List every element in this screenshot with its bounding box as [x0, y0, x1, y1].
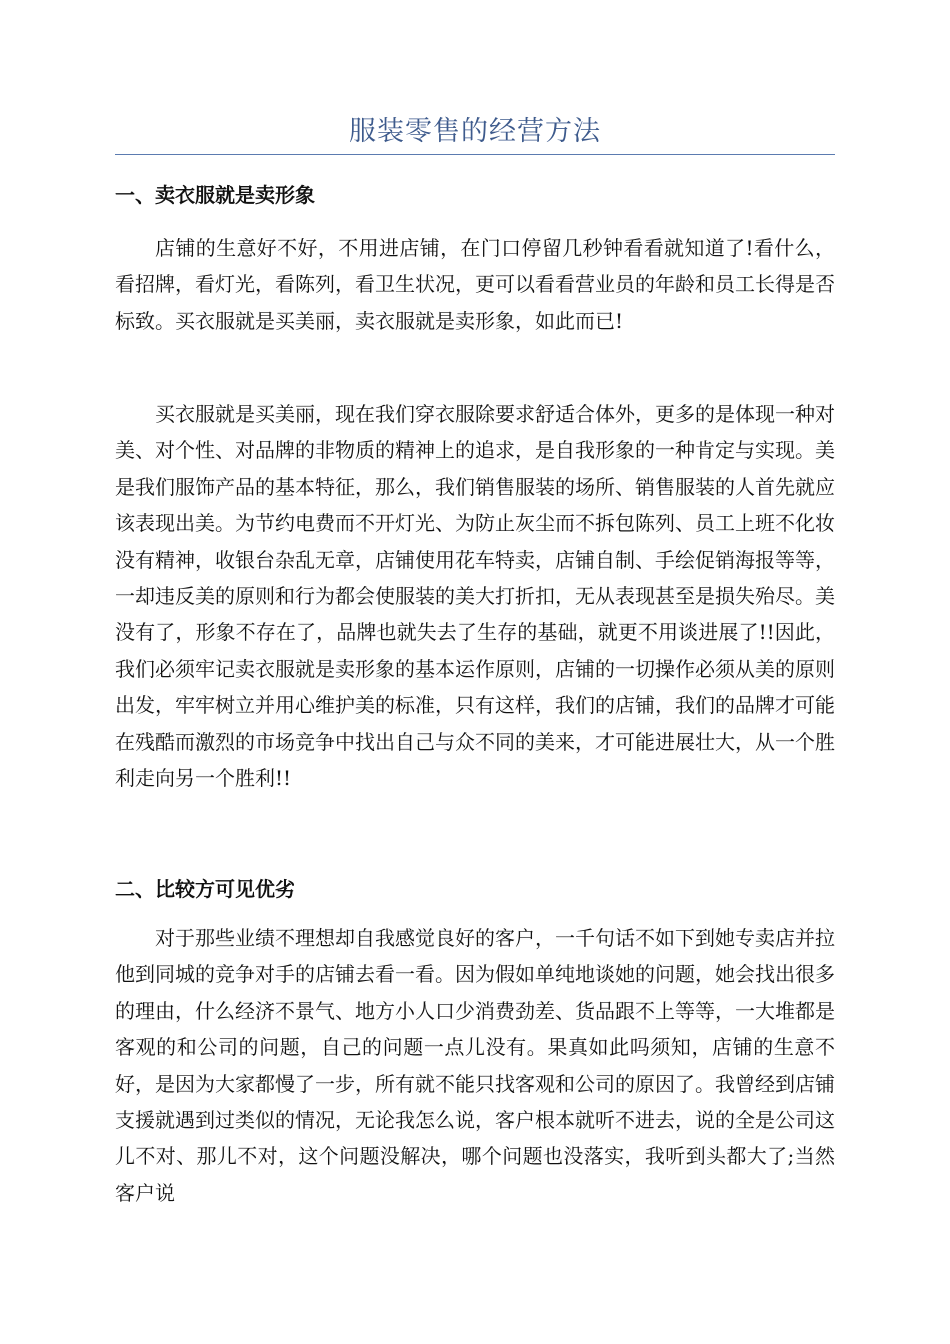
document-title: 服装零售的经营方法: [349, 116, 601, 147]
title-underline: [115, 154, 835, 155]
paragraph: 对于那些业绩不理想却自我感觉良好的客户，一千句话不如下到她专卖店并拉他到同城的竞争对手的店铺去看一看。因为假如单纯地谈她的问题，她会找出很多的理由，什么经济不景气、地方小人口少消费劲差、货品跟不上等等，一大堆都是客观的和公司的问题，自己的问题一点儿没有。果真如此吗须知，店铺的生意不好，是因为大家都慢了一步，所有就不能只找客观和公司的原因了。我曾经到店铺支援就遇到过类似的情况，无论我怎么说，客户根本就听不进去，说的全是公司这儿不对、那儿不对，这个问题没解决，哪个问题也没落实，我听到头都大了;当然客户说: [115, 926, 835, 1205]
paragraph: 店铺的生意好不好，不用进店铺，在门口停留几秒钟看看就知道了!看什么，看招牌，看灯光，看陈列，看卫生状况，更可以看看营业员的年龄和员工长得是否标致。买衣服就是买美丽，卖衣服就是卖形象，如此而已!: [115, 236, 835, 333]
paragraph: 买衣服就是买美丽，现在我们穿衣服除要求舒适合体外，更多的是体现一种对美、对个性、对品牌的非物质的精神上的追求，是自我形象的一种肯定与实现。美是我们服饰产品的基本特征，那么，我们销售服装的场所、销售服装的人首先就应该表现出美。为节约电费而不开灯光、为防止灰尘而不拆包陈列、员工上班不化妆没有精神，收银台杂乱无章，店铺使用花车特卖，店铺自制、手绘促销海报等等，一却违反美的原则和行为都会使服装的美大打折扣，无从表现甚至是损失殆尽。美没有了，形象不存在了，品牌也就失去了生存的基础，就更不用谈进展了!!因此，我们必须牢记卖衣服就是卖形象的基本运作原则，店铺的一切操作必须从美的原则出发，牢牢树立并用心维护美的标准，只有这样，我们的店铺，我们的品牌才可能在残酷而激烈的市场竞争中找出自己与众不同的美来，才可能进展壮大，从一个胜利走向另一个胜利!!: [115, 402, 835, 791]
section-heading: 一、卖衣服就是卖形象: [115, 183, 315, 207]
section-heading: 二、比较方可见优劣: [115, 877, 295, 901]
